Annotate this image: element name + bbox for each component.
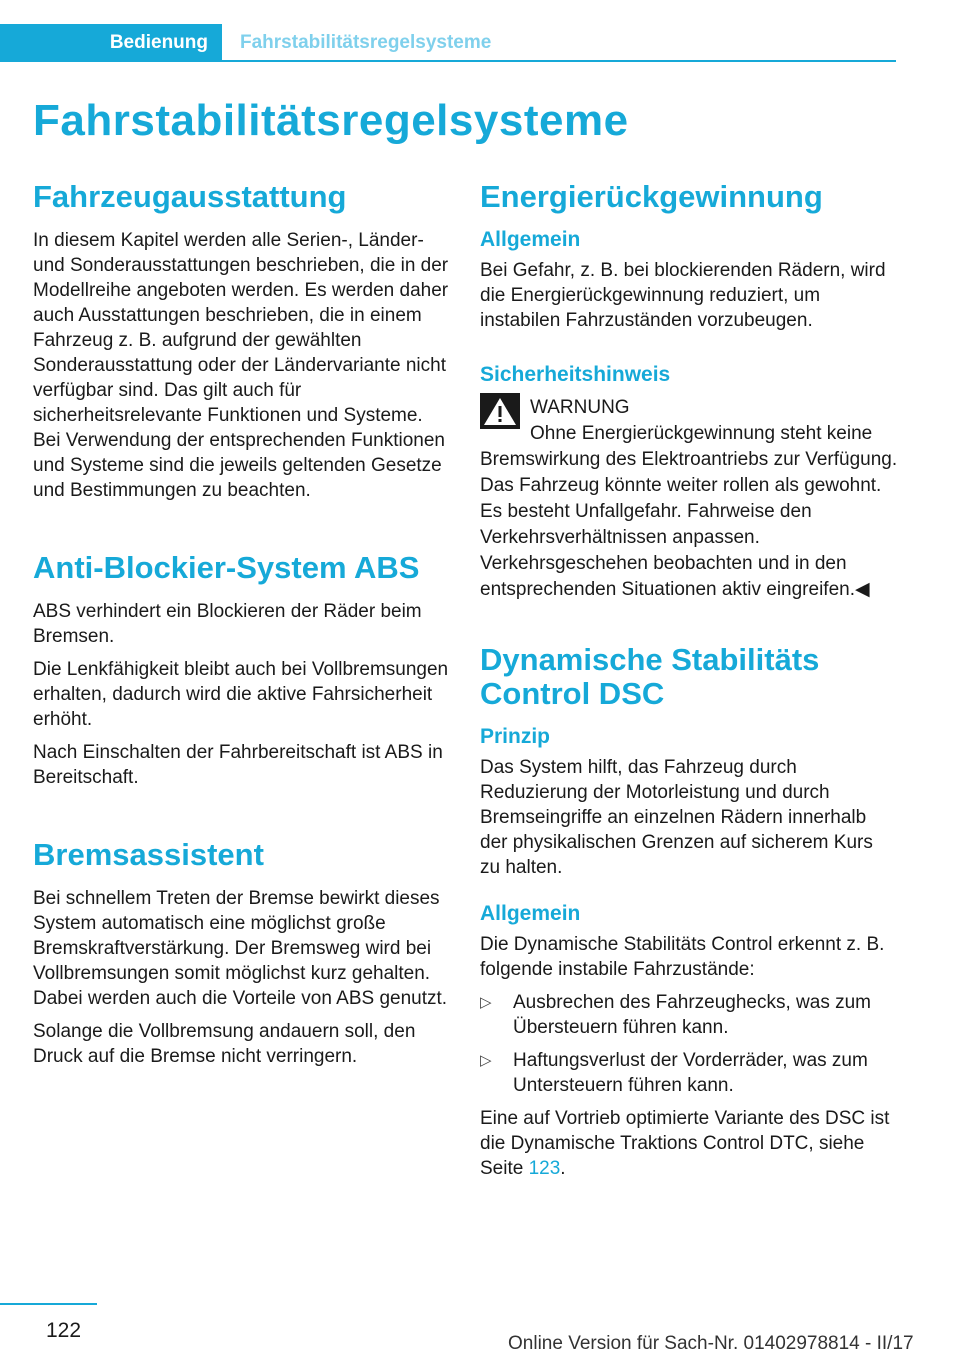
warning-label: WARNUNG <box>530 397 630 419</box>
header-rule <box>0 60 896 62</box>
right-column <box>480 180 898 1189</box>
page-number: 122 <box>46 1319 82 1342</box>
paragraph: Bei Gefahr, z. B. bei blockierenden Rädern, wird die Energierückgewinnung reduziert, um instabilen Fahrzuständen vorzubeugen. <box>480 260 886 332</box>
paragraph: Nach Einschalten der Fahrbereitschaft ist ABS in Bereitschaft. <box>33 742 443 789</box>
heading-energierueckgewinnung: Energierückgewinnung <box>480 179 823 214</box>
list-item: ▷ Ausbrechen des Fahrzeughecks, was zum Übersteuern führen kann. <box>480 992 872 1039</box>
paragraph: In diesem Kapitel werden alle Serien-, Länder- und Sonderausstattungen beschrieben, die in der Modellreihe angeboten werden. Es werden daher auch Ausstattungen beschrieben, die in einem Fahrzeug z. B. aufgrund der gewählten Sonderausstattung oder der Ländervariante nicht verfügbar sind. Das gilt auch für sicherheitsrelevante Funktionen und Systeme. Bei Verwendung der entsprechenden Funktionen und Systeme sind die jeweils geltenden Gesetze und Bestimmungen zu beachten. <box>33 230 449 502</box>
subheading-sicherheitshinweis: Sicherheitshinweis <box>480 363 671 387</box>
paragraph: Das System hilft, das Fahrzeug durch Reduzierung der Motorleistung und durch Bremseingriffe an einzelnen Rädern innerhalb der physikalischen Grenzen auf sicherem Kurs zu halten. <box>480 757 873 879</box>
triangle-bullet-icon: ▷ <box>480 994 492 1012</box>
paragraph: Bei schnellem Treten der Bremse bewirkt dieses System automatisch eine möglichst große Bremskraftverstärkung. Der Bremsweg wird bei Vollbremsungen somit möglichst kurz gehalten. Dabei werden auch die Vorteile von ABS genutzt. <box>33 888 448 1010</box>
warning-text <box>480 421 898 603</box>
subheading-allgemein: Allgemein <box>480 228 581 252</box>
list-item: ▷ Haftungsverlust der Vorderräder, was zum Untersteuern führen kann. <box>480 1050 868 1097</box>
page-header <box>0 24 896 62</box>
online-version-note: Online Version für Sach-Nr. 01402978814 - II/17 <box>508 1333 914 1354</box>
left-column <box>33 180 453 1077</box>
paragraph: ABS verhindert ein Blockieren der Räder beim Bremsen. <box>33 601 422 648</box>
page-link[interactable]: 123 <box>528 1158 561 1180</box>
warning-block <box>480 393 898 603</box>
heading-dsc: Dynamische Stabilitäts Control DSC <box>480 642 820 712</box>
heading-bremsassistent: Bremsassistent <box>33 837 264 873</box>
triangle-bullet-icon: ▷ <box>480 1052 492 1070</box>
section-tab[interactable]: Bedienung <box>0 24 222 62</box>
paragraph: Die Dynamische Stabilitäts Control erkennt z. B. folgende instabile Fahrzustände: <box>480 934 885 981</box>
subheading-allgemein-dsc: Allgemein <box>480 902 581 926</box>
paragraph: Solange die Vollbremsung andauern soll, den Druck auf die Bremse nicht verringern. <box>33 1021 416 1068</box>
warning-first-line: Ohne Energierückgewinnung steht keine <box>530 423 873 445</box>
page-title: Fahrstabilitätsregelsysteme <box>33 96 629 145</box>
warning-triangle-icon <box>480 393 520 429</box>
bullet-list <box>480 990 898 1098</box>
heading-fahrzeugausstattung: Fahrzeugausstattung <box>33 179 347 214</box>
breadcrumb[interactable]: Fahrstabilitätsregelsysteme <box>240 32 492 53</box>
footer-rule <box>0 1303 97 1305</box>
paragraph: Die Lenkfähigkeit bleibt auch bei Vollbremsungen erhalten, dadurch wird die aktive Fahrsicherheit erhöht. <box>33 659 449 731</box>
subheading-prinzip: Prinzip <box>480 725 551 749</box>
heading-abs: Anti-Blockier-System ABS <box>33 550 420 586</box>
warning-rest: Bremswirkung des Elektroantriebs zur Verfügung. Das Fahrzeug könnte weiter rollen als gewohnt. Es besteht Unfallgefahr. Fahrweise den Verkehrsverhältnissen anpassen. Verkehrsgeschehen beobachten und in den entsprechenden Situationen aktiv eingreifen.◀ <box>480 449 898 601</box>
paragraph: Eine auf Vortrieb optimierte Variante des DSC ist die Dynamische Traktions Control DTC, siehe Seite 123. <box>480 1108 890 1180</box>
